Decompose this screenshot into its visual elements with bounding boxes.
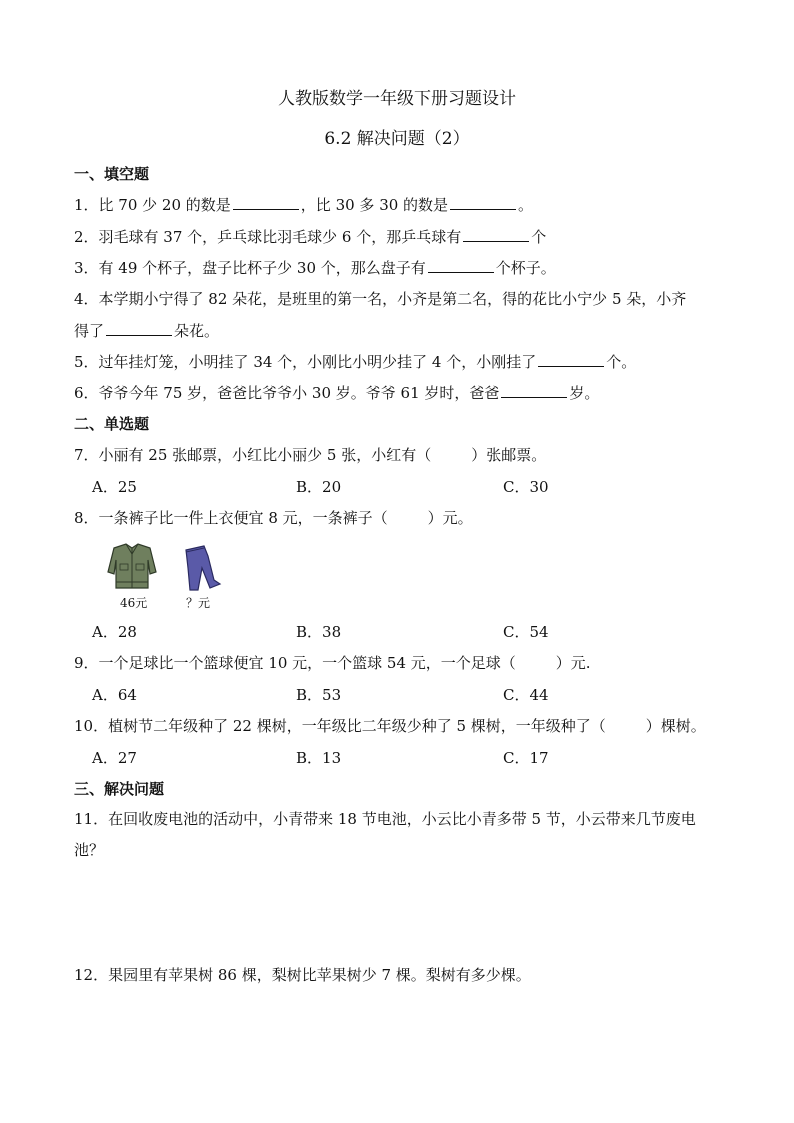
q7-text-b: ）张邮票。 xyxy=(471,446,547,464)
q9-option-c[interactable]: C．44 xyxy=(503,686,549,704)
q5-text-b: 个。 xyxy=(606,353,637,371)
pants-icon xyxy=(186,546,220,590)
q10-option-c[interactable]: C．17 xyxy=(503,749,549,767)
q4-blank[interactable] xyxy=(106,321,172,336)
section-solve-heading: 三、解决问题 xyxy=(74,780,165,798)
q2-text-a: 2．羽毛球有 37 个，乒乓球比羽毛球少 6 个，那乒乓球有 xyxy=(74,228,462,246)
question-11-line-2 xyxy=(74,839,734,860)
question-9 xyxy=(74,652,734,673)
q1-text-b: ，比 30 多 30 的数是 xyxy=(300,196,449,214)
clothes-illustration xyxy=(100,542,230,594)
q4-text-a: 4．本学期小宁得了 82 朵花，是班里的第一名，小齐是第二名，得的花比小宁少 5 朵，小齐 xyxy=(74,290,687,308)
q9-option-a[interactable]: A．64 xyxy=(92,686,137,704)
section-choice-heading: 二、单选题 xyxy=(74,415,150,433)
question-5 xyxy=(74,351,734,372)
question-4-line-1 xyxy=(74,288,734,309)
question-8 xyxy=(74,507,734,528)
q10-option-b[interactable]: B．13 xyxy=(296,749,342,767)
q8-option-c[interactable]: C．54 xyxy=(503,623,549,641)
q9-text-a: 9．一个足球比一个篮球便宜 10 元，一个篮球 54 元，一个足球（ xyxy=(74,654,516,672)
q4-text-c: 朵花。 xyxy=(174,322,220,340)
q1-blank-1[interactable] xyxy=(233,195,299,210)
q7-text-a: 7．小丽有 25 张邮票，小红比小丽少 5 张，小红有（ xyxy=(74,446,432,464)
question-4-line-2 xyxy=(74,320,734,341)
q10-text-b: ）棵树。 xyxy=(645,717,706,735)
q10-option-a[interactable]: A．27 xyxy=(92,749,137,767)
q8-text-b: ）元。 xyxy=(427,509,473,527)
q2-blank[interactable] xyxy=(463,227,529,242)
question-3 xyxy=(74,257,734,278)
q8-text-a: 8．一条裤子比一件上衣便宜 8 元，一条裤子（ xyxy=(74,509,388,527)
question-7 xyxy=(74,444,734,465)
q1-text-a: 1．比 70 少 20 的数是 xyxy=(74,196,231,214)
q5-text-a: 5．过年挂灯笼，小明挂了 34 个，小刚比小明少挂了 4 个，小刚挂了 xyxy=(74,353,537,371)
q2-text-b: 个 xyxy=(531,228,547,246)
q9-option-b[interactable]: B．53 xyxy=(296,686,342,704)
q7-option-b[interactable]: B．20 xyxy=(296,478,342,496)
jacket-price-label: 46元 xyxy=(120,596,148,610)
q8-option-a[interactable]: A．28 xyxy=(92,623,137,641)
q12-text-a: 12．果园里有苹果树 86 棵，梨树比苹果树少 7 棵。梨树有多少棵。 xyxy=(74,966,531,984)
question-10 xyxy=(74,715,734,736)
q11-text-b: 池？ xyxy=(74,841,105,859)
question-6 xyxy=(74,382,734,403)
q3-blank[interactable] xyxy=(428,258,494,273)
q3-text-b: 个杯子。 xyxy=(495,259,556,277)
question-11-line-1 xyxy=(74,808,734,829)
question-1 xyxy=(74,194,734,215)
question-2 xyxy=(74,226,734,247)
q4-text-b: 得了 xyxy=(74,322,105,340)
page-subtitle: 6.2 解决问题（2） xyxy=(324,129,470,149)
q11-text-a: 11．在回收废电池的活动中，小青带来 18 节电池，小云比小青多带 5 节，小云带来几节废电 xyxy=(74,810,696,828)
q6-text-b: 岁。 xyxy=(569,384,600,402)
q6-text-a: 6．爷爷今年 75 岁，爸爸比爷爷小 30 岁。爷爷 61 岁时，爸爸 xyxy=(74,384,500,402)
q8-option-b[interactable]: B．38 xyxy=(296,623,342,641)
jacket-icon xyxy=(108,544,156,588)
page-title: 人教版数学一年级下册习题设计 xyxy=(278,89,516,109)
q5-blank[interactable] xyxy=(538,352,604,367)
q9-text-b: ）元. xyxy=(555,654,591,672)
q7-option-a[interactable]: A．25 xyxy=(92,478,137,496)
q1-text-c: 。 xyxy=(518,196,534,214)
q3-text-a: 3．有 49 个杯子，盘子比杯子少 30 个，那么盘子有 xyxy=(74,259,426,277)
section-fill-heading: 一、填空题 xyxy=(74,165,150,183)
q1-blank-2[interactable] xyxy=(450,195,516,210)
pants-price-label: ？元 xyxy=(186,596,211,610)
q7-option-c[interactable]: C．30 xyxy=(503,478,549,496)
q6-blank[interactable] xyxy=(501,383,567,398)
question-12 xyxy=(74,964,734,985)
q10-text-a: 10．植树节二年级种了 22 棵树，一年级比二年级少种了 5 棵树，一年级种了（ xyxy=(74,717,606,735)
clothes-figure xyxy=(100,542,230,614)
